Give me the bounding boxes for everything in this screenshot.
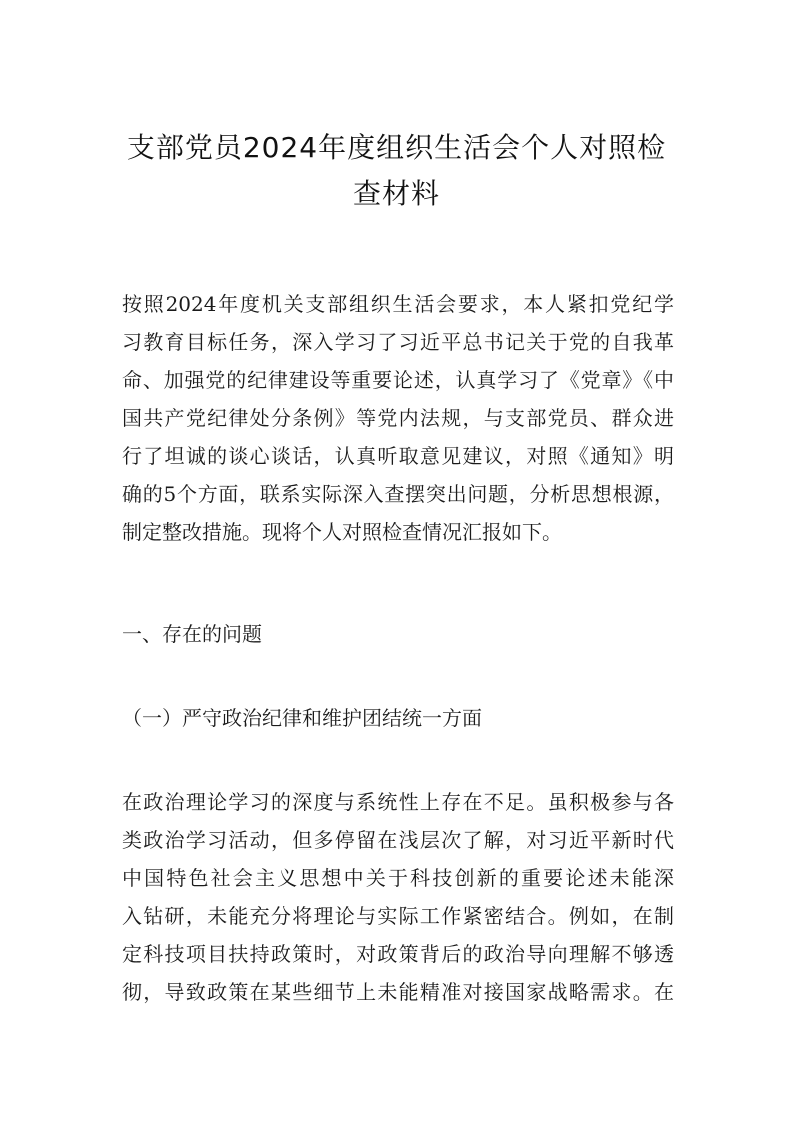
intro-line-2: 习教育目标任务，深入学习了习近平总书记关于党的自我革 [122,330,674,354]
body-line-6: 彻，导致政策在某些细节上未能精准对接国家战略需求。在 [122,980,674,1004]
document-title-line-1: 支部党员2024年度组织生活会个人对照检 [126,131,667,164]
intro-line-1: 按照2024年度机关支部组织生活会要求，本人紧扣党纪学 [122,292,674,316]
body-line-5: 定科技项目扶持政策时，对政策背后的政治导向理解不够透 [122,942,674,966]
body-line-1: 在政治理论学习的深度与系统性上存在不足。虽积极参与各 [122,790,674,814]
body-line-3: 中国特色社会主义思想中关于科技创新的重要论述未能深 [122,866,674,890]
intro-line-6: 确的5个方面，联系实际深入查摆突出问题，分析思想根源， [122,482,674,506]
intro-line-4: 国共产党纪律处分条例》等党内法规，与支部党员、群众进 [122,406,674,430]
document-title-line-2: 查材料 [352,177,440,210]
section-heading: 一、存在的问题 [122,622,262,646]
intro-line-3: 命、加强党的纪律建设等重要论述，认真学习了《党章》《中 [122,368,674,392]
intro-line-7: 制定整改措施。现将个人对照检查情况汇报如下。 [122,520,562,544]
subsection-heading: （一）严守政治纪律和维护团结统一方面 [122,706,482,730]
body-line-4: 入钻研，未能充分将理论与实际工作紧密结合。例如，在制 [122,904,674,928]
body-line-2: 类政治学习活动，但多停留在浅层次了解，对习近平新时代 [122,828,674,852]
intro-line-5: 行了坦诚的谈心谈话，认真听取意见建议，对照《通知》明 [122,444,674,468]
